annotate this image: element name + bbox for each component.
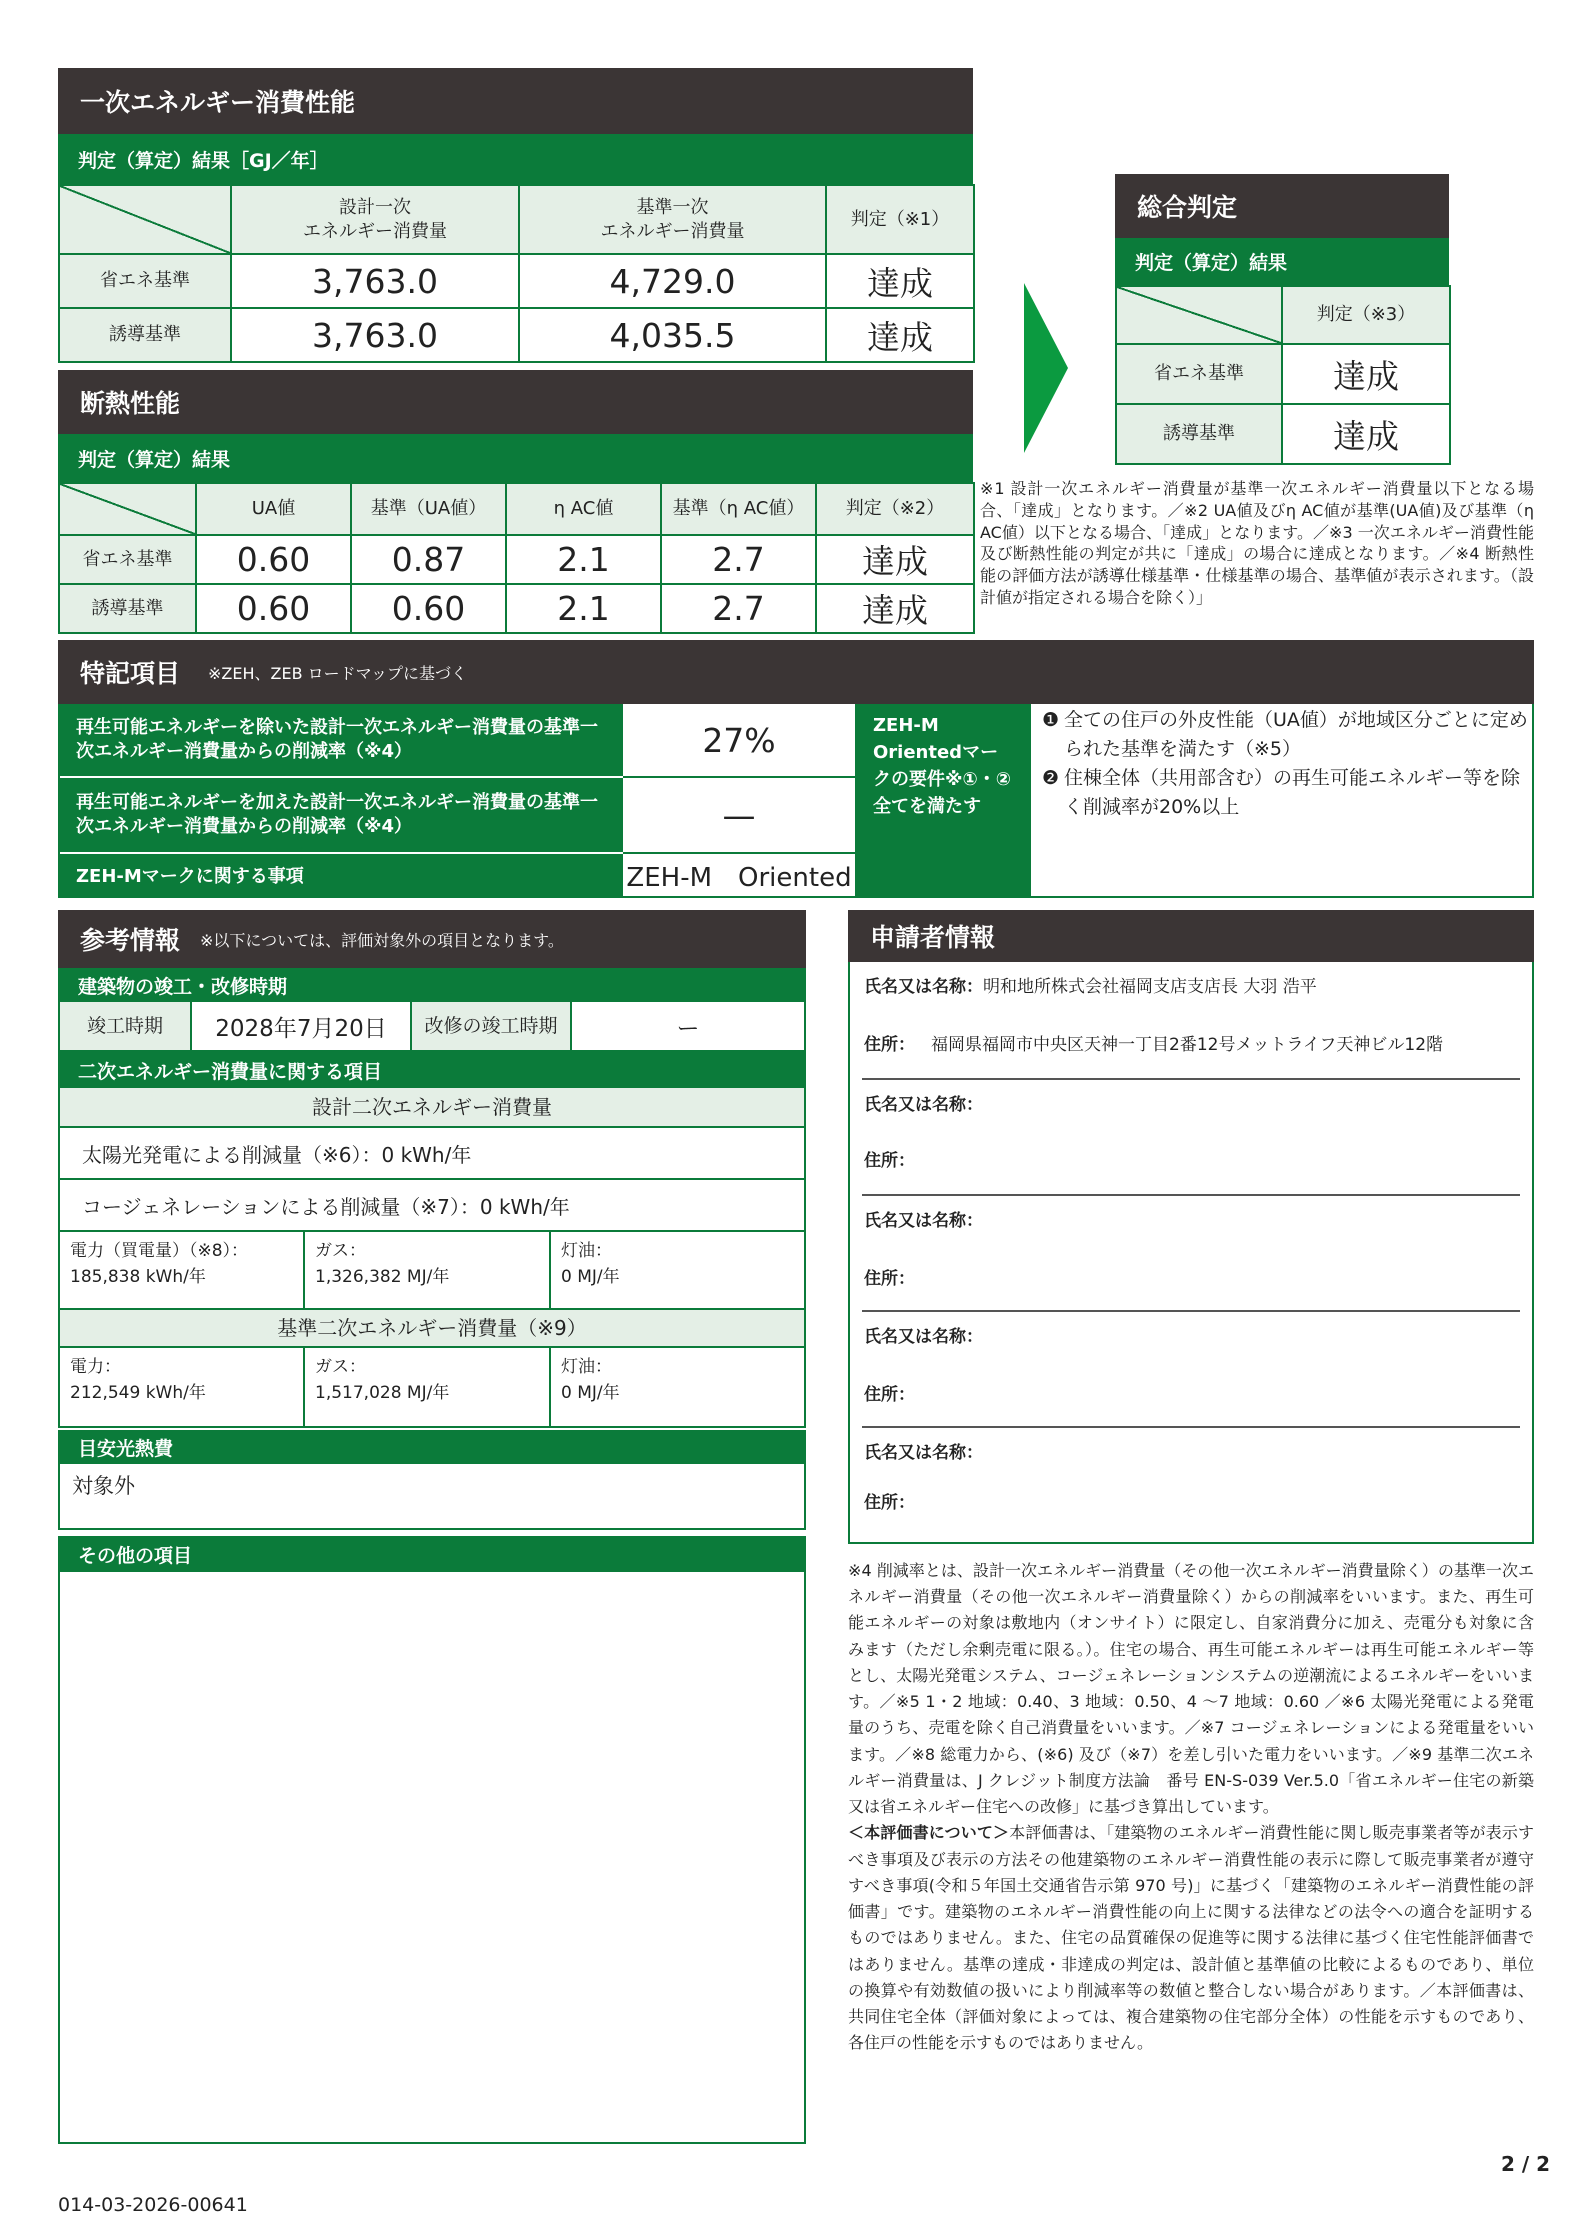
- design-item-value: 1,326,382 MJ/年: [315, 1267, 450, 1288]
- renovation-label: 改修の竣工時期: [412, 1002, 572, 1050]
- overall-judge-value: 達成: [1282, 404, 1450, 464]
- overall-row-label: 省エネ基準: [1116, 344, 1282, 404]
- design-item-label: 電力（買電量）（※8）：: [70, 1241, 249, 1261]
- about-label: ＜本評価書について＞: [848, 1823, 1010, 1843]
- overall-row-label: 誘導基準: [1116, 404, 1282, 464]
- applicant-entry: [864, 972, 1514, 997]
- insulation-section-title: 断熱性能: [58, 370, 973, 434]
- special-block: [58, 704, 1534, 898]
- insulation-subtitle: 判定（算定）結果: [58, 434, 973, 482]
- special-row1-label: 再生可能エネルギーを除いた設計一次エネルギー消費量の基準一次エネルギー消費量からの削減率（※4）: [60, 704, 623, 778]
- energy-row-label: 省エネ基準: [59, 254, 231, 308]
- insulation-col-header: η AC値: [506, 483, 661, 535]
- energy-judge-value: 達成: [826, 254, 974, 308]
- standard-item: [551, 1348, 804, 1426]
- applicant-name-label: 氏名又は名称：: [864, 1443, 983, 1463]
- special-note: ※ZEH、ZEB ロードマップに基づく: [208, 663, 468, 683]
- overall-col-judge: 判定（※3）: [1282, 286, 1450, 344]
- energy-section-title: 一次エネルギー消費性能: [58, 68, 973, 134]
- standard-item-label: 電力：: [70, 1357, 121, 1377]
- renovation-value: ー: [676, 1015, 700, 1042]
- insulation-col-header: 基準（η AC値）: [661, 483, 816, 535]
- standard-item-label: 灯油：: [561, 1357, 612, 1377]
- standard-item: [305, 1348, 551, 1426]
- applicant-entry: [864, 1030, 1514, 1055]
- overall-table: [1115, 285, 1451, 465]
- completion-value: 2028年7月20日: [192, 1002, 412, 1050]
- standard-secondary-header: 基準二次エネルギー消費量（※9）: [60, 1308, 804, 1348]
- applicant-address-value: 福岡県福岡市中央区天神一丁目2番12号メットライフ天神ビル12階: [931, 1035, 1444, 1055]
- applicant-section-title: 申請者情報: [848, 910, 1534, 962]
- insulation-cell: 2.1: [506, 535, 661, 584]
- design-item: [60, 1232, 305, 1308]
- circle-two-icon: ❷: [1042, 766, 1060, 789]
- about-block: [848, 1820, 1534, 2056]
- reference-title: 参考情報: [80, 926, 181, 955]
- energy-table: [58, 184, 975, 363]
- insulation-col-header: UA値: [196, 483, 351, 535]
- insulation-cell: 0.60: [196, 584, 351, 633]
- energy-standard-value: 4,035.5: [519, 308, 826, 362]
- applicant-name-label: 氏名又は名称：: [864, 1327, 983, 1347]
- zeh-oriented-label: ZEH-M Orientedマークの要件※①・②全てを満たす: [855, 704, 1031, 896]
- overall-table-corner: [1116, 286, 1282, 344]
- standard-item-label: ガス：: [315, 1357, 366, 1377]
- insulation-cell: 2.7: [661, 584, 816, 633]
- applicant-name-label: 氏名又は名称：: [864, 1211, 983, 1231]
- secondary-energy-title: 二次エネルギー消費量に関する項目: [58, 1052, 806, 1088]
- insulation-table: [58, 482, 975, 634]
- applicant-address-label: 住所：: [864, 1493, 915, 1513]
- design-item: [305, 1232, 551, 1308]
- notes-top: ※1 設計一次エネルギー消費量が基準一次エネルギー消費量以下となる場合、「達成」となります。／※2 UA値及びη AC値が基準(UA値)及び基準（η AC値）以下となる場合、「達成」となります。／※3 一次エネルギー消費性能及び断熱性能の判定が共に「達成」の場合に達成となります。／※4 断熱性能の評価方法が誘導仕様基準・仕様基準の場合、基準値が表示されます。（設計値が指定される場合を除く）」: [980, 479, 1534, 607]
- applicant-box: [848, 962, 1534, 1544]
- energy-subtitle: 判定（算定）結果［GJ／年］: [58, 134, 973, 184]
- design-item-label: ガス：: [315, 1241, 366, 1261]
- special-row2-value: —: [623, 778, 855, 854]
- secondary-energy-block: [58, 1088, 806, 1428]
- standard-item-value: 0 MJ/年: [561, 1383, 620, 1404]
- standard-item-value: 1,517,028 MJ/年: [315, 1383, 450, 1404]
- design-secondary-header: 設計二次エネルギー消費量: [60, 1088, 804, 1128]
- notes-bottom-text: ※4 削減率とは、設計一次エネルギー消費量（その他一次エネルギー消費量除く）の基準一次エネルギー消費量（その他一次エネルギー消費量除く）からの削減率をいいます。また、再生可能エネルギーの対象は敷地内（オンサイト）に限定し、自家消費分に加え、売電分も対象に含みます（ただし余剰売電に限る。）。住宅の場合、再生可能エネルギーは再生可能エネルギー等とし、太陽光発電システム、コージェネレーションシステムの逆潮流によるエネルギーをいいます。／※5 1・2 地域：0.40、3 地域：0.50、4 ～7 地域：0.60 ／※6 太陽光発電による発電量のうち、売電を除く自己消費量をいいます。／※7 コージェネレーションによる発電量をいいます。／※8 総電力から、(※6) 及び（※7）を差し引いた電力をいいます。／※9 基準二次エネルギー消費量は、J クレジット制度方法論 番号 EN-S-039 Ver.5.0「省エネルギー住宅の新築又は省エネルギー住宅への改修」に基づき算出しています。: [848, 1561, 1534, 1817]
- completion-row: [58, 1002, 806, 1052]
- page-number: 2 / 2: [1500, 2152, 1550, 2176]
- special-row2-label: 再生可能エネルギーを加えた設計一次エネルギー消費量の基準一次エネルギー消費量からの削減率（※4）: [60, 778, 623, 854]
- energy-judge-value: 達成: [826, 308, 974, 362]
- insulation-cell: 0.60: [196, 535, 351, 584]
- insulation-cell: 達成: [816, 535, 974, 584]
- about-text: 本評価書は、「建築物のエネルギー消費性能に関し販売事業者等が表示すべき事項及び表示の方法その他建築物のエネルギー消費性能の表示に際して販売事業者が遵守すべき事項(令和５年国土交通省告示第 970 号)」に基づく「建築物のエネルギー消費性能の評価書」です。建築物のエネルギー消費性能の向上に関する法律などの法令への適合を証明するものではありません。また、住宅の品質確保の促進等に関する法律に基づく住宅性能評価書ではありません。基準の達成・非達成の判定は、設計値と基準値の比較によるものであり、単位の換算や有効数値の扱いにより削減率等の数値と整合しない場合があります。／本評価書は、共同住宅全体（評価対象によっては、複合建築物の住宅部分全体）の性能を示すものであり、各住戸の性能を示すものではありません。: [848, 1823, 1534, 2053]
- arrow-right-icon: [1024, 283, 1068, 453]
- special-row1-value: 27%: [623, 704, 855, 778]
- insulation-cell: 0.60: [351, 584, 506, 633]
- light-heat-value: 対象外: [72, 1474, 135, 1498]
- other-items-box: [58, 1572, 806, 2144]
- energy-col-standard: 基準一次 エネルギー消費量: [519, 185, 826, 254]
- reference-note: ※以下については、評価対象外の項目となります。: [200, 930, 564, 950]
- completion-label: 竣工時期: [60, 1002, 192, 1050]
- insulation-col-header: 判定（※2）: [816, 483, 974, 535]
- notes-bottom: [848, 1558, 1534, 2056]
- insulation-cell: 2.1: [506, 584, 661, 633]
- applicant-address-label: 住所：: [864, 1385, 915, 1405]
- zeh-req-1: [1042, 706, 1528, 764]
- energy-col-judge: 判定（※1）: [826, 185, 974, 254]
- energy-design-value: 3,763.0: [231, 308, 519, 362]
- overall-section-title: 総合判定: [1115, 174, 1449, 238]
- zeh-req-2-text: 住棟全体（共用部含む）の再生可能エネルギー等を除く削減率が20%以上: [1064, 766, 1521, 818]
- special-title: 特記項目: [80, 659, 181, 688]
- applicant-address-label: 住所：: [864, 1151, 915, 1171]
- insulation-row-label: 誘導基準: [59, 584, 196, 633]
- zeh-requirements: [1042, 706, 1528, 822]
- energy-design-value: 3,763.0: [231, 254, 519, 308]
- applicant-address-label: 住所：: [864, 1035, 915, 1055]
- design-item-label: 灯油：: [561, 1241, 612, 1261]
- design-item-value: 185,838 kWh/年: [70, 1267, 206, 1288]
- insulation-cell: 0.87: [351, 535, 506, 584]
- reference-section-title: [58, 910, 806, 968]
- insulation-cell: 達成: [816, 584, 974, 633]
- light-heat-title: 目安光熱費: [58, 1430, 806, 1464]
- overall-subtitle: 判定（算定）結果: [1115, 238, 1449, 285]
- insulation-cell: 2.7: [661, 535, 816, 584]
- applicant-name-label: 氏名又は名称：: [864, 1095, 983, 1115]
- energy-table-corner: [59, 185, 231, 254]
- solar-reduction: 太陽光発電による削減量（※6）：0 kWh/年: [82, 1142, 472, 1167]
- special-row3-value: ZEH-M Oriented: [626, 862, 852, 893]
- standard-item: [60, 1348, 305, 1426]
- applicant-name-label: 氏名又は名称：: [864, 977, 983, 997]
- special-section-title: [58, 640, 1534, 704]
- circle-one-icon: ❶: [1042, 709, 1060, 731]
- insulation-col-header: 基準（UA値）: [351, 483, 506, 535]
- energy-col-design: 設計一次 エネルギー消費量: [231, 185, 519, 254]
- document-id: 014-03-2026-00641: [58, 2194, 248, 2216]
- design-item: [551, 1232, 804, 1308]
- zeh-req-2: [1042, 764, 1528, 822]
- energy-standard-value: 4,729.0: [519, 254, 826, 308]
- cogen-reduction: コージェネレーションによる削減量（※7）：0 kWh/年: [82, 1194, 570, 1219]
- zeh-req-1-text: 全ての住戸の外皮性能（UA値）が地域区分ごとに定められた基準を満たす（※5）: [1064, 709, 1528, 760]
- special-row3-label: ZEH-Mマークに関する事項: [60, 854, 623, 896]
- completion-title: 建築物の竣工・改修時期: [58, 968, 806, 1002]
- applicant-name-value: 明和地所株式会社福岡支店支店長 大羽 浩平: [983, 977, 1317, 997]
- applicant-address-label: 住所：: [864, 1269, 915, 1289]
- overall-judge-value: 達成: [1282, 344, 1450, 404]
- design-item-value: 0 MJ/年: [561, 1267, 620, 1288]
- insulation-table-corner: [59, 483, 196, 535]
- standard-item-value: 212,549 kWh/年: [70, 1383, 206, 1404]
- light-heat-box: [58, 1464, 806, 1530]
- energy-row-label: 誘導基準: [59, 308, 231, 362]
- insulation-row-label: 省エネ基準: [59, 535, 196, 584]
- other-items-title: その他の項目: [58, 1536, 806, 1572]
